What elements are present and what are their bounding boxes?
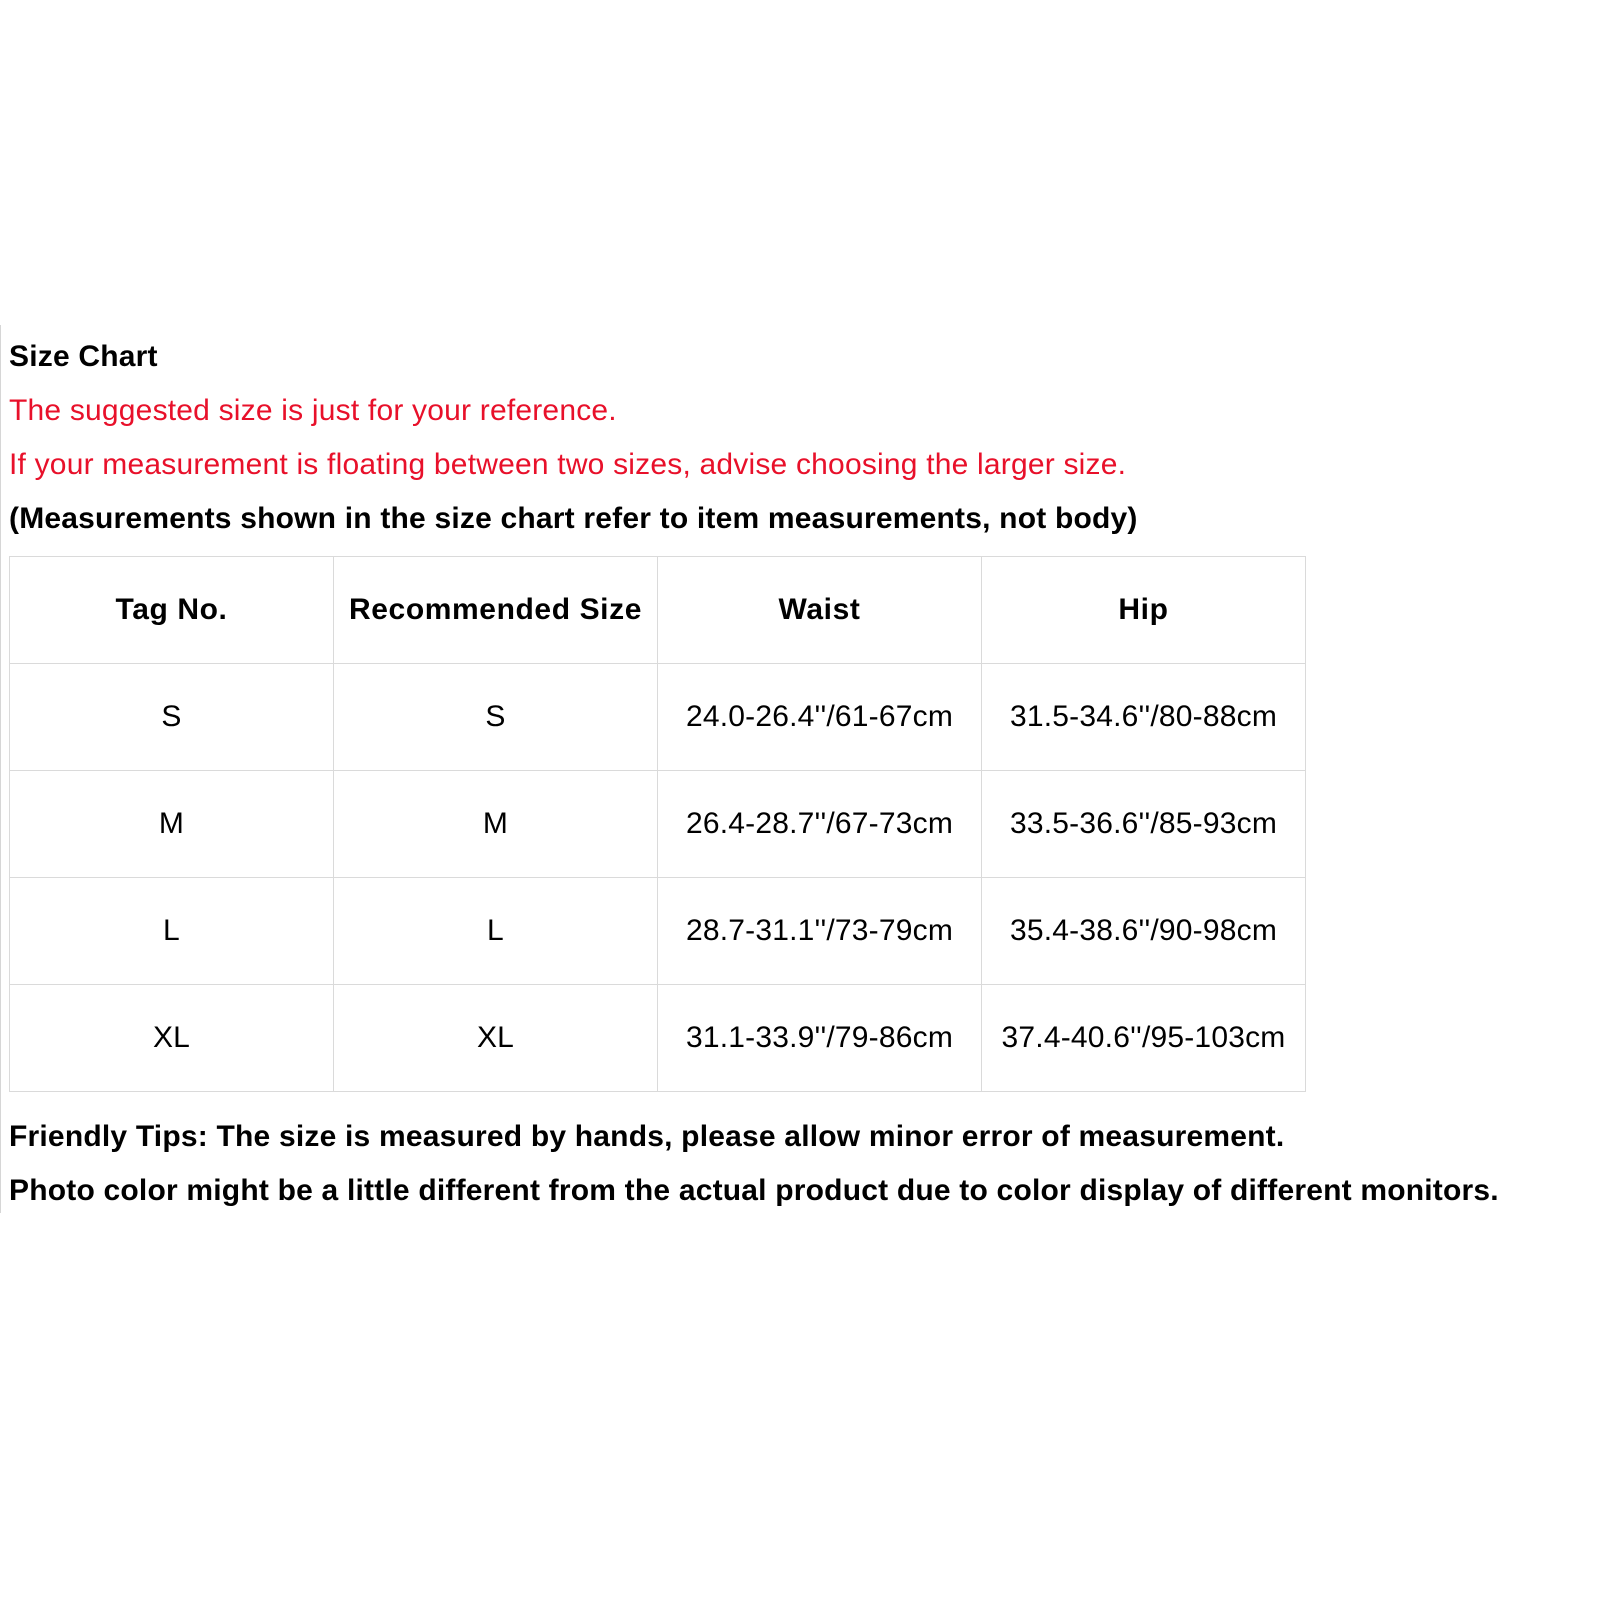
hip-cell: 35.4-38.6''/90-98cm [982,878,1306,985]
hip-cell: 37.4-40.6''/95-103cm [982,985,1306,1092]
reference-note: The suggested size is just for your reference. [9,394,617,427]
recommended-size-cell: M [334,771,658,878]
waist-cell: 28.7-31.1''/73-79cm [658,878,982,985]
color-disclaimer: Photo color might be a little different from the actual product due to color display of different monitors. [9,1174,1499,1207]
table-row [10,664,1306,771]
waist-cell: 26.4-28.7''/67-73cm [658,771,982,878]
friendly-tip: Friendly Tips: The size is measured by hands, please allow minor error of measurement. [9,1120,1285,1153]
tag-cell: M [10,771,334,878]
hip-cell: 31.5-34.6''/80-88cm [982,664,1306,771]
tag-cell: S [10,664,334,771]
measurement-note: (Measurements shown in the size chart refer to item measurements, not body) [9,502,1138,535]
header-hip: Hip [982,557,1306,664]
recommended-size-cell: XL [334,985,658,1092]
table-row [10,878,1306,985]
header-recommended-size: Recommended Size [334,557,658,664]
header-waist: Waist [658,557,982,664]
size-chart-panel [0,325,1598,1213]
hip-cell: 33.5-36.6''/85-93cm [982,771,1306,878]
waist-cell: 24.0-26.4''/61-67cm [658,664,982,771]
table-row [10,771,1306,878]
waist-cell: 31.1-33.9''/79-86cm [658,985,982,1092]
tag-cell: XL [10,985,334,1092]
larger-size-advice: If your measurement is floating between two sizes, advise choosing the larger size. [9,448,1127,481]
header-tag-no: Tag No. [10,557,334,664]
table-header-row [10,557,1306,664]
page-title: Size Chart [9,340,158,373]
recommended-size-cell: L [334,878,658,985]
table-row [10,985,1306,1092]
tag-cell: L [10,878,334,985]
recommended-size-cell: S [334,664,658,771]
size-table [9,556,1306,1092]
